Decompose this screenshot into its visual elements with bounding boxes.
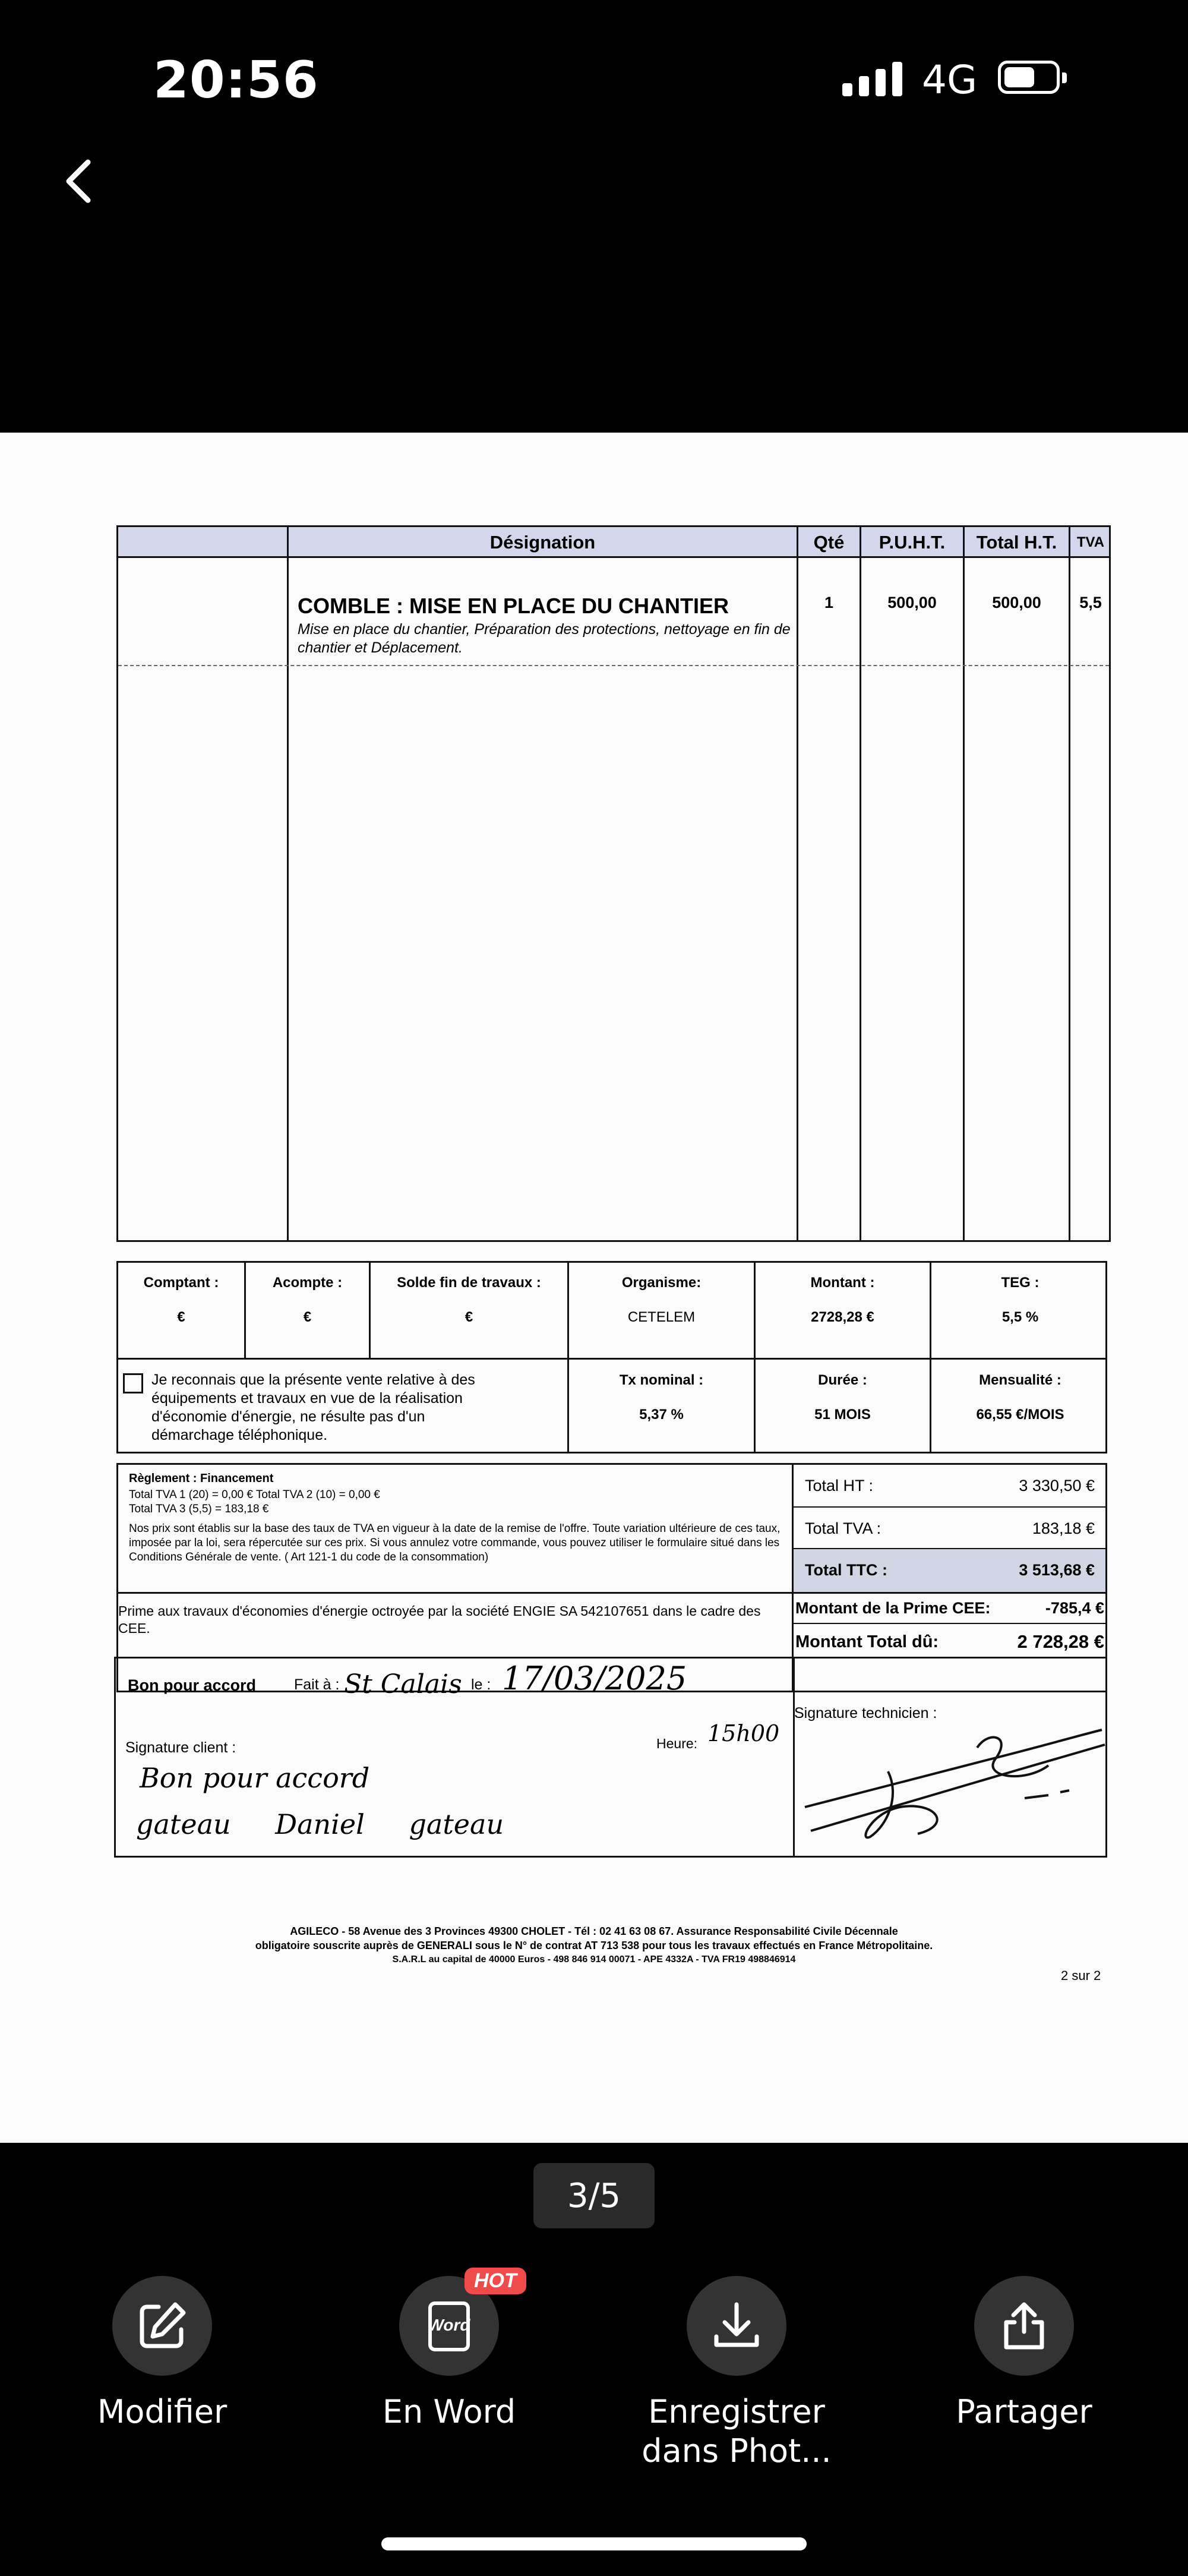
hot-badge: HOT (465, 2268, 526, 2294)
modifier-label: Modifier (97, 2393, 228, 2430)
footer-line-1: AGILECO - 58 Avenue des 3 Provinces 49300 CHOLET - Tél : 02 41 63 08 67. Assurance Responsabilité Civile Décennale (290, 1925, 898, 1937)
header-qty: Qté (813, 532, 845, 553)
total-ht-value: 3 330,50 € (1019, 1477, 1095, 1494)
signature-client-label: Signature client : (125, 1739, 236, 1756)
status-time: 20:56 (153, 51, 319, 110)
home-indicator[interactable] (381, 2537, 807, 2550)
edit-icon (135, 2298, 189, 2353)
teg-value: 5,5 % (1001, 1309, 1039, 1325)
network-type: 4G (922, 57, 978, 103)
date-label: le : (471, 1676, 491, 1693)
organisme-label: Organisme: (621, 1275, 702, 1291)
item-puht: 500,00 (887, 594, 937, 611)
total-ht-label: Total HT : (805, 1477, 874, 1494)
save-to-photos-label: Enregistrer dans Phot... (642, 2393, 832, 2470)
legal-text: Nos prix sont établis sur la base des taux de TVA en vigueur à la date de la remise de l'offre. Toute variation ultérieure de ces taux, imposée par la loi, sera répercutée sur ces prix. Si vous annulez votre commande, vous pouvez utiliser le formulaire situé dans les Conditions Générale de vente. ( Art 121-1 du code de la consommation) (129, 1522, 781, 1563)
montant-du-value: 2 728,28 € (1017, 1631, 1104, 1652)
page-indicator: 3/5 (533, 2163, 655, 2228)
chevron-left-icon (57, 152, 105, 211)
heure-value: 15h00 (707, 1720, 780, 1746)
total-tva-label: Total TVA : (805, 1519, 881, 1537)
back-button[interactable] (57, 152, 105, 211)
prime-cee-label: Montant de la Prime CEE: (795, 1599, 991, 1617)
acompte-value: € (303, 1309, 312, 1325)
save-to-photos-button[interactable] (630, 2276, 843, 2471)
document-page (0, 433, 1188, 2143)
share-icon (997, 2298, 1051, 2353)
item-description: Mise en place du chantier, Préparation des protections, nettoyage en fin de chantier et Déplacement. (298, 621, 791, 656)
partager-label: Partager (956, 2393, 1092, 2430)
teg-label: TEG : (1001, 1275, 1040, 1291)
download-icon (709, 2298, 764, 2353)
organisme-value: CETELEM (627, 1309, 696, 1325)
signature-section (114, 1657, 1107, 1858)
item-total-ht: 500,00 (992, 594, 1041, 611)
montant-label: Montant : (810, 1275, 875, 1291)
duree-value: 51 MOIS (814, 1407, 871, 1423)
item-tva: 5,5 (1079, 594, 1102, 611)
battery-icon (998, 61, 1060, 94)
header-tva: TVA (1076, 534, 1105, 550)
technician-signature (799, 1694, 1108, 1855)
solde-value: € (465, 1309, 473, 1325)
total-tva-value: 183,18 € (1032, 1519, 1095, 1537)
financing-table (116, 1261, 1107, 1453)
consent-text: Je reconnais que la présente vente relative à des équipements et travaux en vue de la réalisation d'économie d'énergie, ne résulte pas d'un démarchage téléphonique. (151, 1371, 475, 1443)
page-number: 2 sur 2 (1061, 1968, 1101, 1983)
comptant-value: € (177, 1309, 185, 1325)
fait-a-value: St Calais (344, 1669, 462, 1700)
modifier-button[interactable] (55, 2276, 269, 2432)
partager-button[interactable] (917, 2276, 1131, 2432)
en-word-button[interactable] (342, 2269, 556, 2432)
header-puht: P.U.H.T. (879, 532, 946, 553)
bon-pour-accord-label: Bon pour accord (128, 1676, 257, 1694)
solde-label: Solde fin de travaux : (397, 1275, 541, 1291)
tva-line-2: Total TVA 3 (5,5) = 183,18 € (129, 1503, 269, 1515)
acompte-label: Acompte : (272, 1275, 343, 1291)
montant-du-label: Montant Total dû: (795, 1632, 939, 1651)
heure-label: Heure: (656, 1736, 698, 1751)
prime-cee-value: -785,4 € (1045, 1599, 1104, 1617)
item-qty: 1 (824, 594, 834, 611)
tx-nominal-value: 5,37 % (639, 1407, 684, 1423)
mensualite-value: 66,55 €/MOIS (976, 1407, 1064, 1423)
item-title: COMBLE : MISE EN PLACE DU CHANTIER (298, 594, 729, 618)
tva-line-1: Total TVA 1 (20) = 0,00 € Total TVA 2 (10) = 0,00 € (129, 1489, 380, 1501)
montant-value: 2728,28 € (811, 1309, 874, 1325)
total-ttc-label: Total TTC : (805, 1561, 887, 1579)
reglement-title: Règlement : Financement (129, 1472, 274, 1485)
client-handwritten-signature: gateau Daniel gateau (136, 1808, 504, 1840)
fait-a-label: Fait à : (294, 1676, 340, 1693)
footer-line-2: obligatoire souscrite auprès de GENERALI sous le N° de contrat AT 713 538 pour tous les travaux effectués en France Métropolitaine. (255, 1940, 933, 1951)
mensualite-label: Mensualité : (979, 1372, 1061, 1388)
consent-checkbox[interactable] (123, 1373, 143, 1393)
signature-technicien-label: Signature technicien : (794, 1705, 937, 1721)
date-value: 17/03/2025 (502, 1660, 687, 1697)
word-doc-icon (419, 2296, 479, 2356)
total-ttc-value: 3 513,68 € (1019, 1561, 1095, 1579)
comptant-label: Comptant : (143, 1275, 219, 1291)
en-word-label: En Word (382, 2393, 516, 2430)
signal-icon (842, 62, 902, 96)
duree-label: Durée : (818, 1372, 867, 1388)
svg-text:Word: Word (428, 2316, 470, 2334)
footer-line-3: S.A.R.L au capital de 40000 Euros - 498 846 914 00071 - APE 4332A - TVA FR19 498846914 (392, 1954, 796, 1965)
prime-text: Prime aux travaux d'économies d'énergie octroyée par la société ENGIE SA 542107651 dans le cadre des CEE. (118, 1603, 761, 1636)
header-designation: Désignation (489, 532, 596, 553)
items-table (116, 525, 1111, 1242)
tx-nominal-label: Tx nominal : (619, 1372, 704, 1388)
header-total-ht: Total H.T. (976, 532, 1057, 553)
client-handwritten-approval: Bon pour accord (140, 1762, 370, 1794)
